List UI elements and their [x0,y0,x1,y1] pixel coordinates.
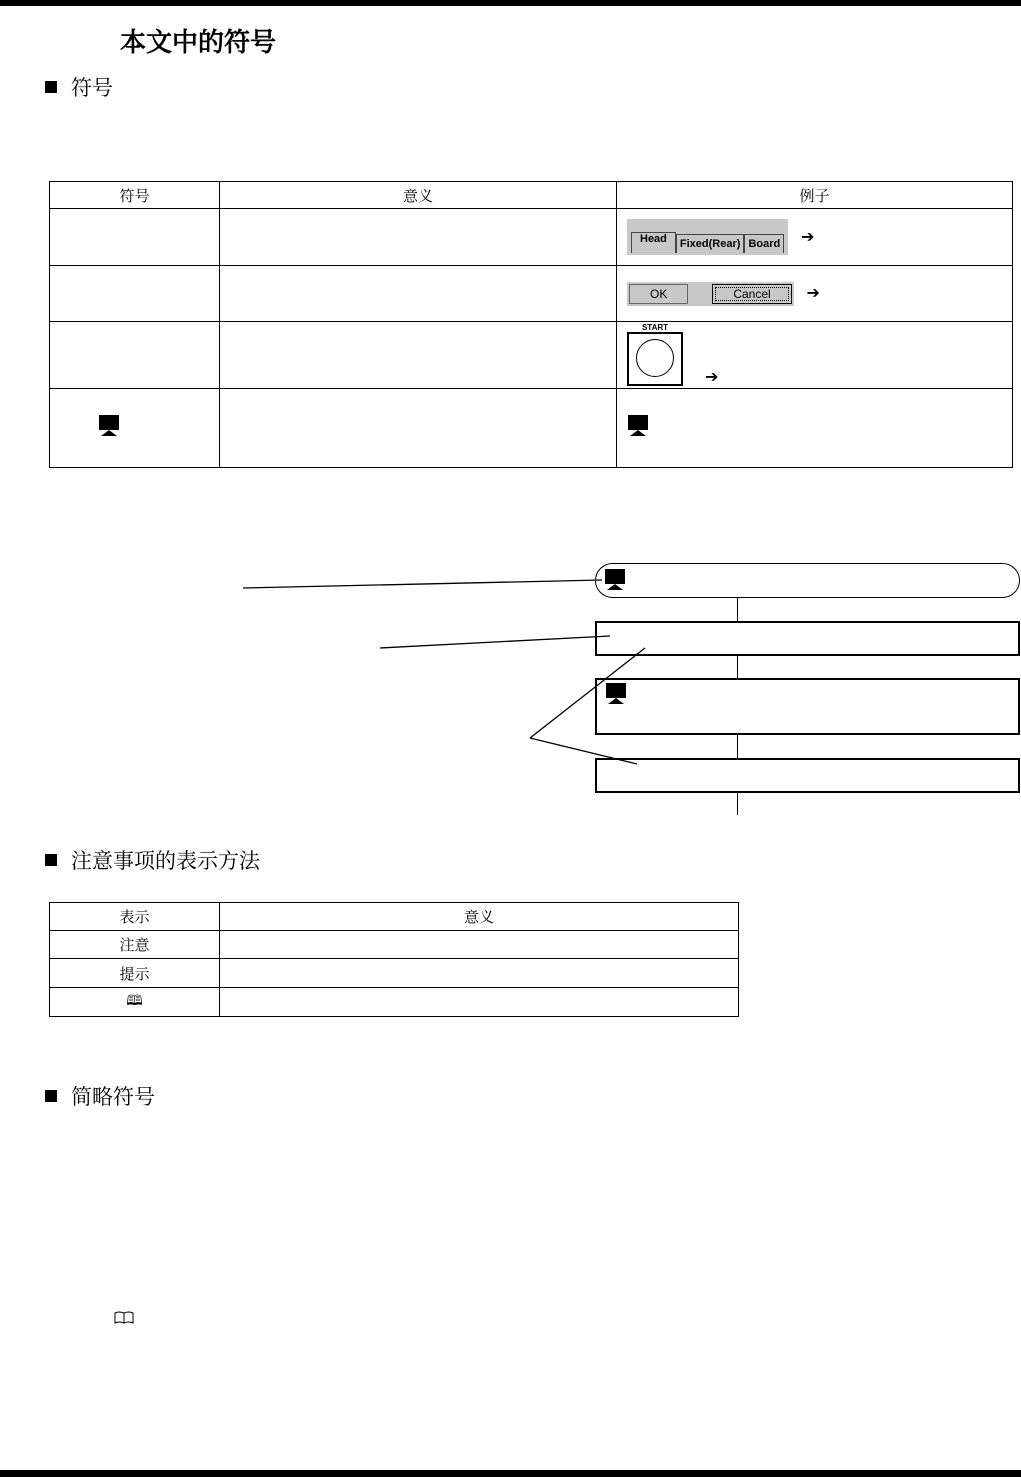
book-icon [114,1311,134,1325]
bullet-square-icon [45,1090,57,1102]
col-header: 符号 [50,182,220,209]
cautions-table [49,902,739,1017]
cancel-button-example: Cancel [712,284,791,304]
cell-caution: 注意 [50,931,220,959]
heading-text: 简略符号 [71,1085,155,1109]
col-header: 例子 [617,182,1013,209]
bottom-rule [0,1470,1021,1477]
table-row [50,959,739,988]
tab-fixed-rear: Fixed(Rear) [676,234,745,253]
arrow-icon: ➔ [705,367,719,386]
page-title: 本文中的符号 [120,28,277,58]
section-heading-cautions [45,845,260,875]
table-row [50,931,739,959]
start-label: START [641,323,669,332]
heading-text: 符号 [71,76,113,100]
table-row [50,988,739,1017]
cell-hint: 提示 [50,959,220,988]
col-header: 表示 [50,903,220,931]
book-icon: 🕮 [126,993,143,1009]
tab-head: Head [631,232,676,253]
ok-button-example: OK [629,284,688,304]
arrow-icon: ➔ [806,282,820,302]
bullet-square-icon [45,854,57,866]
arrow-icon: ➔ [801,227,815,246]
section-heading-abbrev [45,1081,155,1111]
col-header: 意义 [220,903,739,931]
heading-text: 注意事项的表示方法 [71,849,260,873]
col-header: 意义 [220,182,617,209]
tab-board: Board [744,234,784,253]
